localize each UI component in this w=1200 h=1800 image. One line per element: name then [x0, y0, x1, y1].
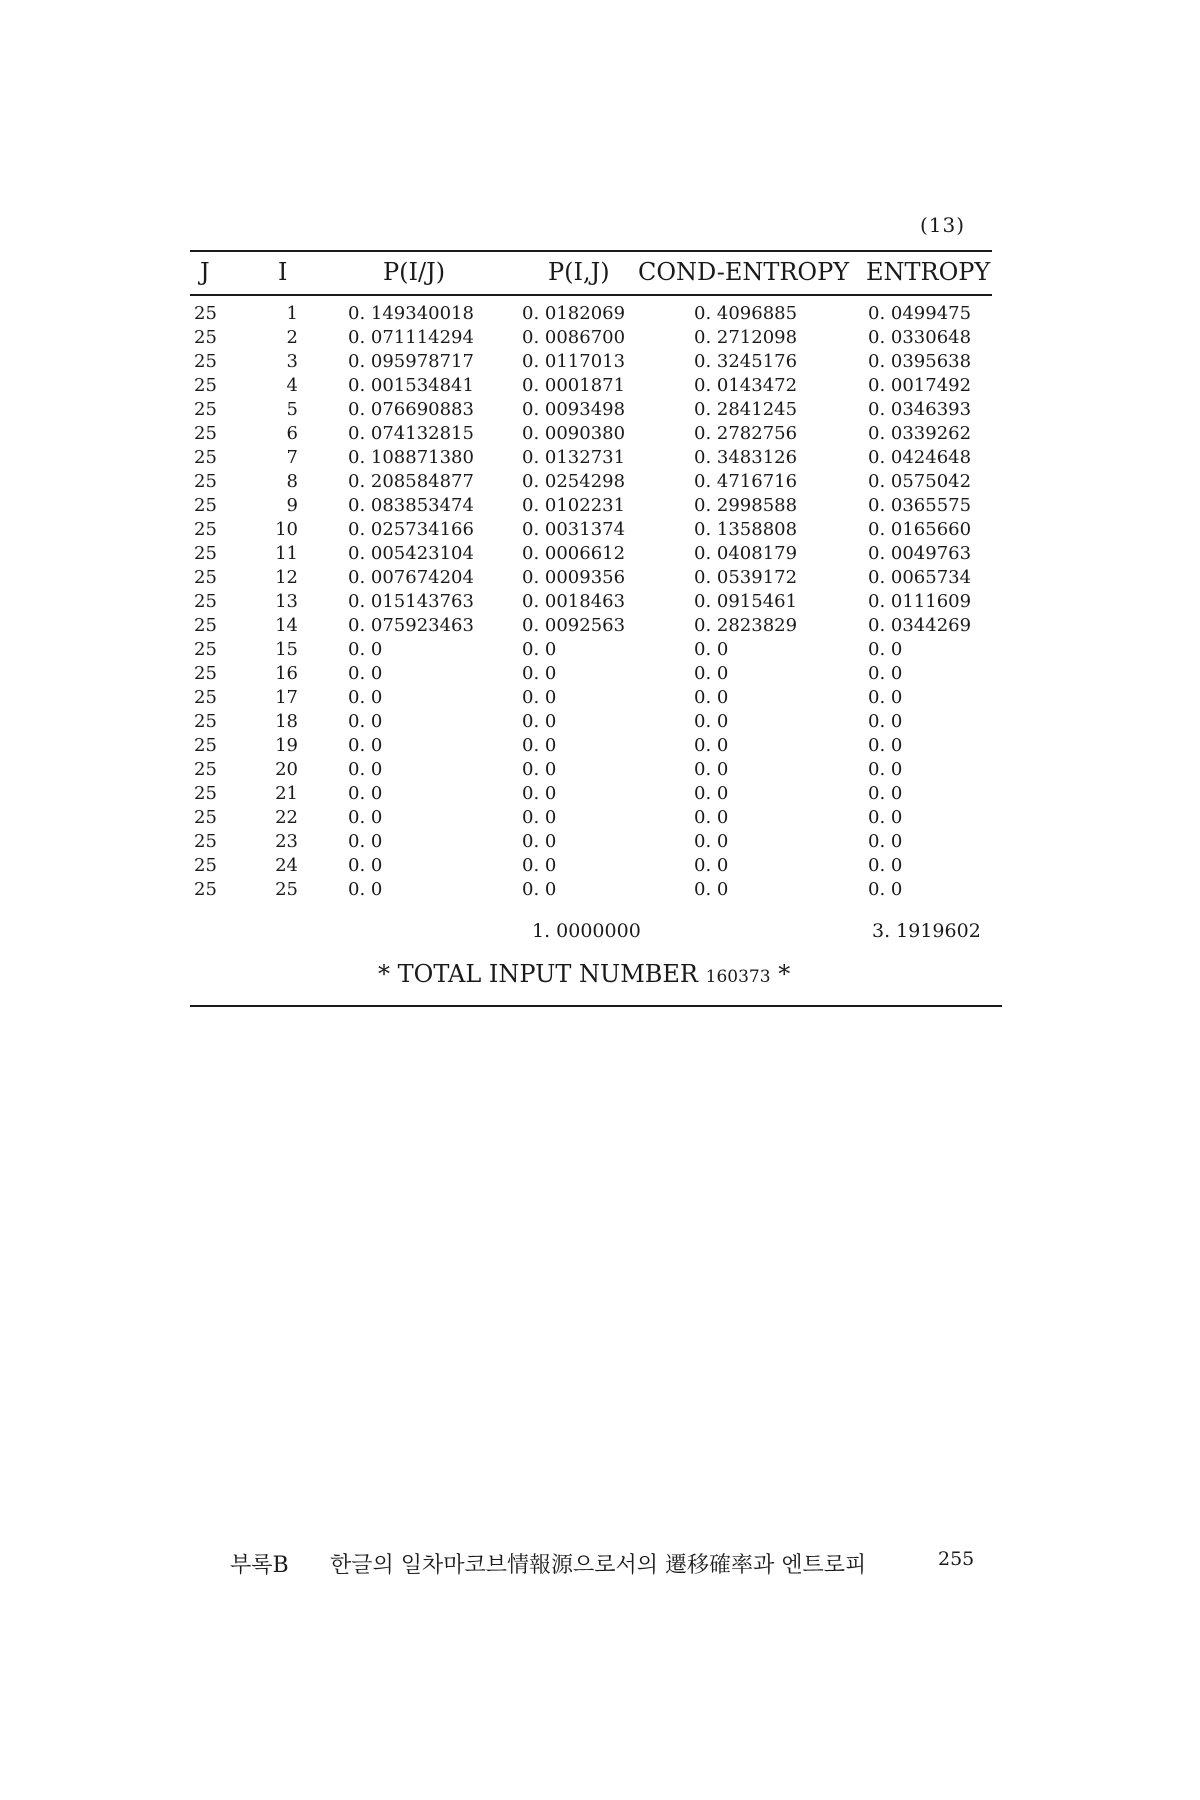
cell-j: 25	[194, 327, 217, 348]
cell-i: 20	[275, 759, 298, 780]
total-p-i-j: 1. 0000000	[532, 920, 641, 942]
cell-entropy: 0. 0344269	[868, 615, 972, 636]
total-entropy: 3. 1919602	[872, 920, 981, 942]
cell-i: 21	[275, 783, 298, 804]
table-row	[0, 327, 1200, 351]
cell-p-i-j: 0. 0	[522, 735, 557, 756]
table-bottom-rule	[190, 1005, 1002, 1007]
header-entropy: ENTROPY	[866, 258, 991, 286]
cell-i: 11	[275, 543, 298, 564]
cell-i: 8	[286, 471, 298, 492]
cell-cond-entropy: 0. 0143472	[694, 375, 798, 396]
cell-p-i-j: 0. 0	[522, 687, 557, 708]
header-cond-entropy: COND-ENTROPY	[638, 258, 850, 286]
cell-i: 6	[286, 423, 298, 444]
cell-cond-entropy: 0. 0408179	[694, 543, 798, 564]
footer-page: 255	[938, 1548, 975, 1570]
totals-row	[0, 920, 1200, 946]
cell-j: 25	[194, 879, 217, 900]
cell-cond-entropy: 0. 2841245	[694, 399, 798, 420]
cell-p-i-j: 0. 0	[522, 831, 557, 852]
cell-p-i-given-j: 0. 108871380	[348, 447, 474, 468]
cell-p-i-j: 0. 0092563	[522, 615, 626, 636]
table-row	[0, 543, 1200, 567]
cell-entropy: 0. 0065734	[868, 567, 972, 588]
cell-p-i-j: 0. 0009356	[522, 567, 626, 588]
cell-j: 25	[194, 615, 217, 636]
cell-p-i-j: 0. 0102231	[522, 495, 626, 516]
total-input-label: * TOTAL INPUT NUMBER	[378, 960, 699, 988]
cell-i: 14	[275, 615, 298, 636]
cell-p-i-given-j: 0. 007674204	[348, 567, 474, 588]
table-row	[0, 879, 1200, 903]
cell-cond-entropy: 0. 0	[694, 855, 729, 876]
cell-i: 12	[275, 567, 298, 588]
cell-j: 25	[194, 735, 217, 756]
cell-p-i-given-j: 0. 025734166	[348, 519, 474, 540]
cell-i: 17	[275, 687, 298, 708]
cell-i: 4	[286, 375, 298, 396]
cell-j: 25	[194, 639, 217, 660]
cell-p-i-given-j: 0. 0	[348, 783, 383, 804]
cell-j: 25	[194, 831, 217, 852]
cell-p-i-j: 0. 0132731	[522, 447, 626, 468]
cell-p-i-j: 0. 0	[522, 663, 557, 684]
cell-cond-entropy: 0. 2998588	[694, 495, 798, 516]
cell-entropy: 0. 0	[868, 831, 903, 852]
cell-j: 25	[194, 543, 217, 564]
cell-entropy: 0. 0	[868, 807, 903, 828]
cell-j: 25	[194, 807, 217, 828]
table-row	[0, 759, 1200, 783]
cell-p-i-j: 0. 0	[522, 879, 557, 900]
cell-i: 5	[286, 399, 298, 420]
cell-p-i-j: 0. 0006612	[522, 543, 626, 564]
cell-cond-entropy: 0. 0	[694, 663, 729, 684]
cell-p-i-given-j: 0. 095978717	[348, 351, 474, 372]
cell-p-i-given-j: 0. 0	[348, 759, 383, 780]
table-row	[0, 495, 1200, 519]
table-row	[0, 447, 1200, 471]
cell-p-i-given-j: 0. 0	[348, 663, 383, 684]
table-row	[0, 687, 1200, 711]
cell-p-i-given-j: 0. 015143763	[348, 591, 474, 612]
cell-entropy: 0. 0330648	[868, 327, 972, 348]
total-input-value: 160373	[705, 967, 771, 987]
cell-p-i-j: 0. 0182069	[522, 303, 626, 324]
cell-p-i-j: 0. 0	[522, 639, 557, 660]
cell-i: 16	[275, 663, 298, 684]
cell-p-i-j: 0. 0	[522, 783, 557, 804]
table-row	[0, 567, 1200, 591]
header-p-i-j: P(I,J)	[548, 258, 610, 286]
cell-i: 24	[275, 855, 298, 876]
cell-p-i-j: 0. 0086700	[522, 327, 626, 348]
table-row	[0, 855, 1200, 879]
cell-p-i-given-j: 0. 0	[348, 687, 383, 708]
cell-p-i-j: 0. 0	[522, 855, 557, 876]
table-row	[0, 783, 1200, 807]
cell-j: 25	[194, 687, 217, 708]
table-top-rule	[190, 250, 992, 252]
cell-cond-entropy: 0. 0	[694, 687, 729, 708]
cell-j: 25	[194, 303, 217, 324]
cell-j: 25	[194, 375, 217, 396]
total-input-line	[378, 960, 790, 988]
cell-entropy: 0. 0	[868, 639, 903, 660]
cell-p-i-given-j: 0. 071114294	[348, 327, 474, 348]
cell-p-i-given-j: 0. 208584877	[348, 471, 474, 492]
table-row	[0, 423, 1200, 447]
cell-j: 25	[194, 591, 217, 612]
cell-p-i-j: 0. 0254298	[522, 471, 626, 492]
cell-entropy: 0. 0	[868, 687, 903, 708]
cell-i: 13	[275, 591, 298, 612]
header-j: J	[200, 258, 210, 286]
cell-p-i-j: 0. 0018463	[522, 591, 626, 612]
table-row	[0, 399, 1200, 423]
cell-p-i-j: 0. 0	[522, 759, 557, 780]
table-row	[0, 663, 1200, 687]
cell-cond-entropy: 0. 2712098	[694, 327, 798, 348]
cell-i: 3	[286, 351, 298, 372]
cell-cond-entropy: 0. 0	[694, 759, 729, 780]
table-row	[0, 375, 1200, 399]
cell-entropy: 0. 0	[868, 855, 903, 876]
cell-i: 10	[275, 519, 298, 540]
cell-i: 23	[275, 831, 298, 852]
cell-j: 25	[194, 519, 217, 540]
cell-j: 25	[194, 471, 217, 492]
cell-entropy: 0. 0	[868, 759, 903, 780]
table-row	[0, 303, 1200, 327]
table-row	[0, 639, 1200, 663]
cell-entropy: 0. 0365575	[868, 495, 972, 516]
table-row	[0, 471, 1200, 495]
header-i: I	[278, 258, 288, 286]
table-header	[0, 258, 1200, 292]
cell-cond-entropy: 0. 3483126	[694, 447, 798, 468]
table-row	[0, 735, 1200, 759]
cell-entropy: 0. 0	[868, 879, 903, 900]
table-row	[0, 807, 1200, 831]
cell-cond-entropy: 0. 2782756	[694, 423, 798, 444]
cell-entropy: 0. 0339262	[868, 423, 972, 444]
cell-p-i-given-j: 0. 0	[348, 855, 383, 876]
cell-cond-entropy: 0. 0	[694, 807, 729, 828]
cell-j: 25	[194, 423, 217, 444]
cell-p-i-given-j: 0. 074132815	[348, 423, 474, 444]
cell-p-i-j: 0. 0093498	[522, 399, 626, 420]
cell-i: 18	[275, 711, 298, 732]
cell-p-i-given-j: 0. 076690883	[348, 399, 474, 420]
cell-cond-entropy: 0. 0	[694, 831, 729, 852]
cell-p-i-j: 0. 0117013	[522, 351, 626, 372]
cell-i: 15	[275, 639, 298, 660]
cell-i: 2	[286, 327, 298, 348]
cell-j: 25	[194, 783, 217, 804]
cell-entropy: 0. 0017492	[868, 375, 972, 396]
cell-cond-entropy: 0. 0539172	[694, 567, 798, 588]
cell-cond-entropy: 0. 2823829	[694, 615, 798, 636]
cell-p-i-given-j: 0. 0	[348, 639, 383, 660]
cell-j: 25	[194, 351, 217, 372]
table-row	[0, 831, 1200, 855]
table-row	[0, 615, 1200, 639]
cell-cond-entropy: 0. 4096885	[694, 303, 798, 324]
cell-p-i-given-j: 0. 0	[348, 831, 383, 852]
cell-p-i-given-j: 0. 0	[348, 735, 383, 756]
table-body	[0, 303, 1200, 903]
cell-cond-entropy: 0. 0	[694, 711, 729, 732]
cell-p-i-j: 0. 0001871	[522, 375, 626, 396]
cell-entropy: 0. 0424648	[868, 447, 972, 468]
cell-j: 25	[194, 855, 217, 876]
cell-j: 25	[194, 567, 217, 588]
cell-cond-entropy: 0. 0	[694, 735, 729, 756]
cell-entropy: 0. 0	[868, 663, 903, 684]
cell-cond-entropy: 0. 0915461	[694, 591, 798, 612]
total-input-suffix: *	[778, 960, 791, 988]
cell-p-i-j: 0. 0	[522, 711, 557, 732]
cell-p-i-given-j: 0. 001534841	[348, 375, 474, 396]
cell-i: 1	[286, 303, 298, 324]
cell-p-i-j: 0. 0031374	[522, 519, 626, 540]
cell-i: 9	[286, 495, 298, 516]
table-row	[0, 519, 1200, 543]
cell-p-i-given-j: 0. 0	[348, 879, 383, 900]
cell-i: 7	[286, 447, 298, 468]
cell-j: 25	[194, 663, 217, 684]
table-row	[0, 591, 1200, 615]
footer-title: 한글의 일차마코브情報源으로서의 遷移確率과 엔트로피	[330, 1553, 867, 1578]
footer-appendix: 부록B	[230, 1553, 289, 1578]
cell-entropy: 0. 0346393	[868, 399, 972, 420]
cell-p-i-given-j: 0. 083853474	[348, 495, 474, 516]
cell-cond-entropy: 0. 1358808	[694, 519, 798, 540]
cell-entropy: 0. 0	[868, 783, 903, 804]
cell-cond-entropy: 0. 4716716	[694, 471, 798, 492]
cell-p-i-given-j: 0. 0	[348, 807, 383, 828]
cell-cond-entropy: 0. 0	[694, 879, 729, 900]
header-p-i-given-j: P(I/J)	[383, 258, 446, 286]
cell-p-i-given-j: 0. 005423104	[348, 543, 474, 564]
cell-cond-entropy: 0. 0	[694, 783, 729, 804]
cell-j: 25	[194, 711, 217, 732]
page-number: (13)	[920, 213, 966, 237]
cell-entropy: 0. 0165660	[868, 519, 972, 540]
cell-i: 19	[275, 735, 298, 756]
cell-entropy: 0. 0575042	[868, 471, 972, 492]
cell-p-i-given-j: 0. 075923463	[348, 615, 474, 636]
table-header-rule	[190, 294, 992, 296]
cell-cond-entropy: 0. 0	[694, 639, 729, 660]
cell-entropy: 0. 0	[868, 735, 903, 756]
cell-p-i-given-j: 0. 149340018	[348, 303, 474, 324]
cell-entropy: 0. 0395638	[868, 351, 972, 372]
cell-p-i-j: 0. 0	[522, 807, 557, 828]
cell-entropy: 0. 0111609	[868, 591, 972, 612]
cell-entropy: 0. 0499475	[868, 303, 972, 324]
cell-j: 25	[194, 447, 217, 468]
table-row	[0, 351, 1200, 375]
cell-entropy: 0. 0049763	[868, 543, 972, 564]
cell-p-i-j: 0. 0090380	[522, 423, 626, 444]
cell-i: 25	[275, 879, 298, 900]
cell-cond-entropy: 0. 3245176	[694, 351, 798, 372]
cell-j: 25	[194, 759, 217, 780]
table-row	[0, 711, 1200, 735]
cell-j: 25	[194, 495, 217, 516]
cell-i: 22	[275, 807, 298, 828]
cell-p-i-given-j: 0. 0	[348, 711, 383, 732]
cell-j: 25	[194, 399, 217, 420]
cell-entropy: 0. 0	[868, 711, 903, 732]
